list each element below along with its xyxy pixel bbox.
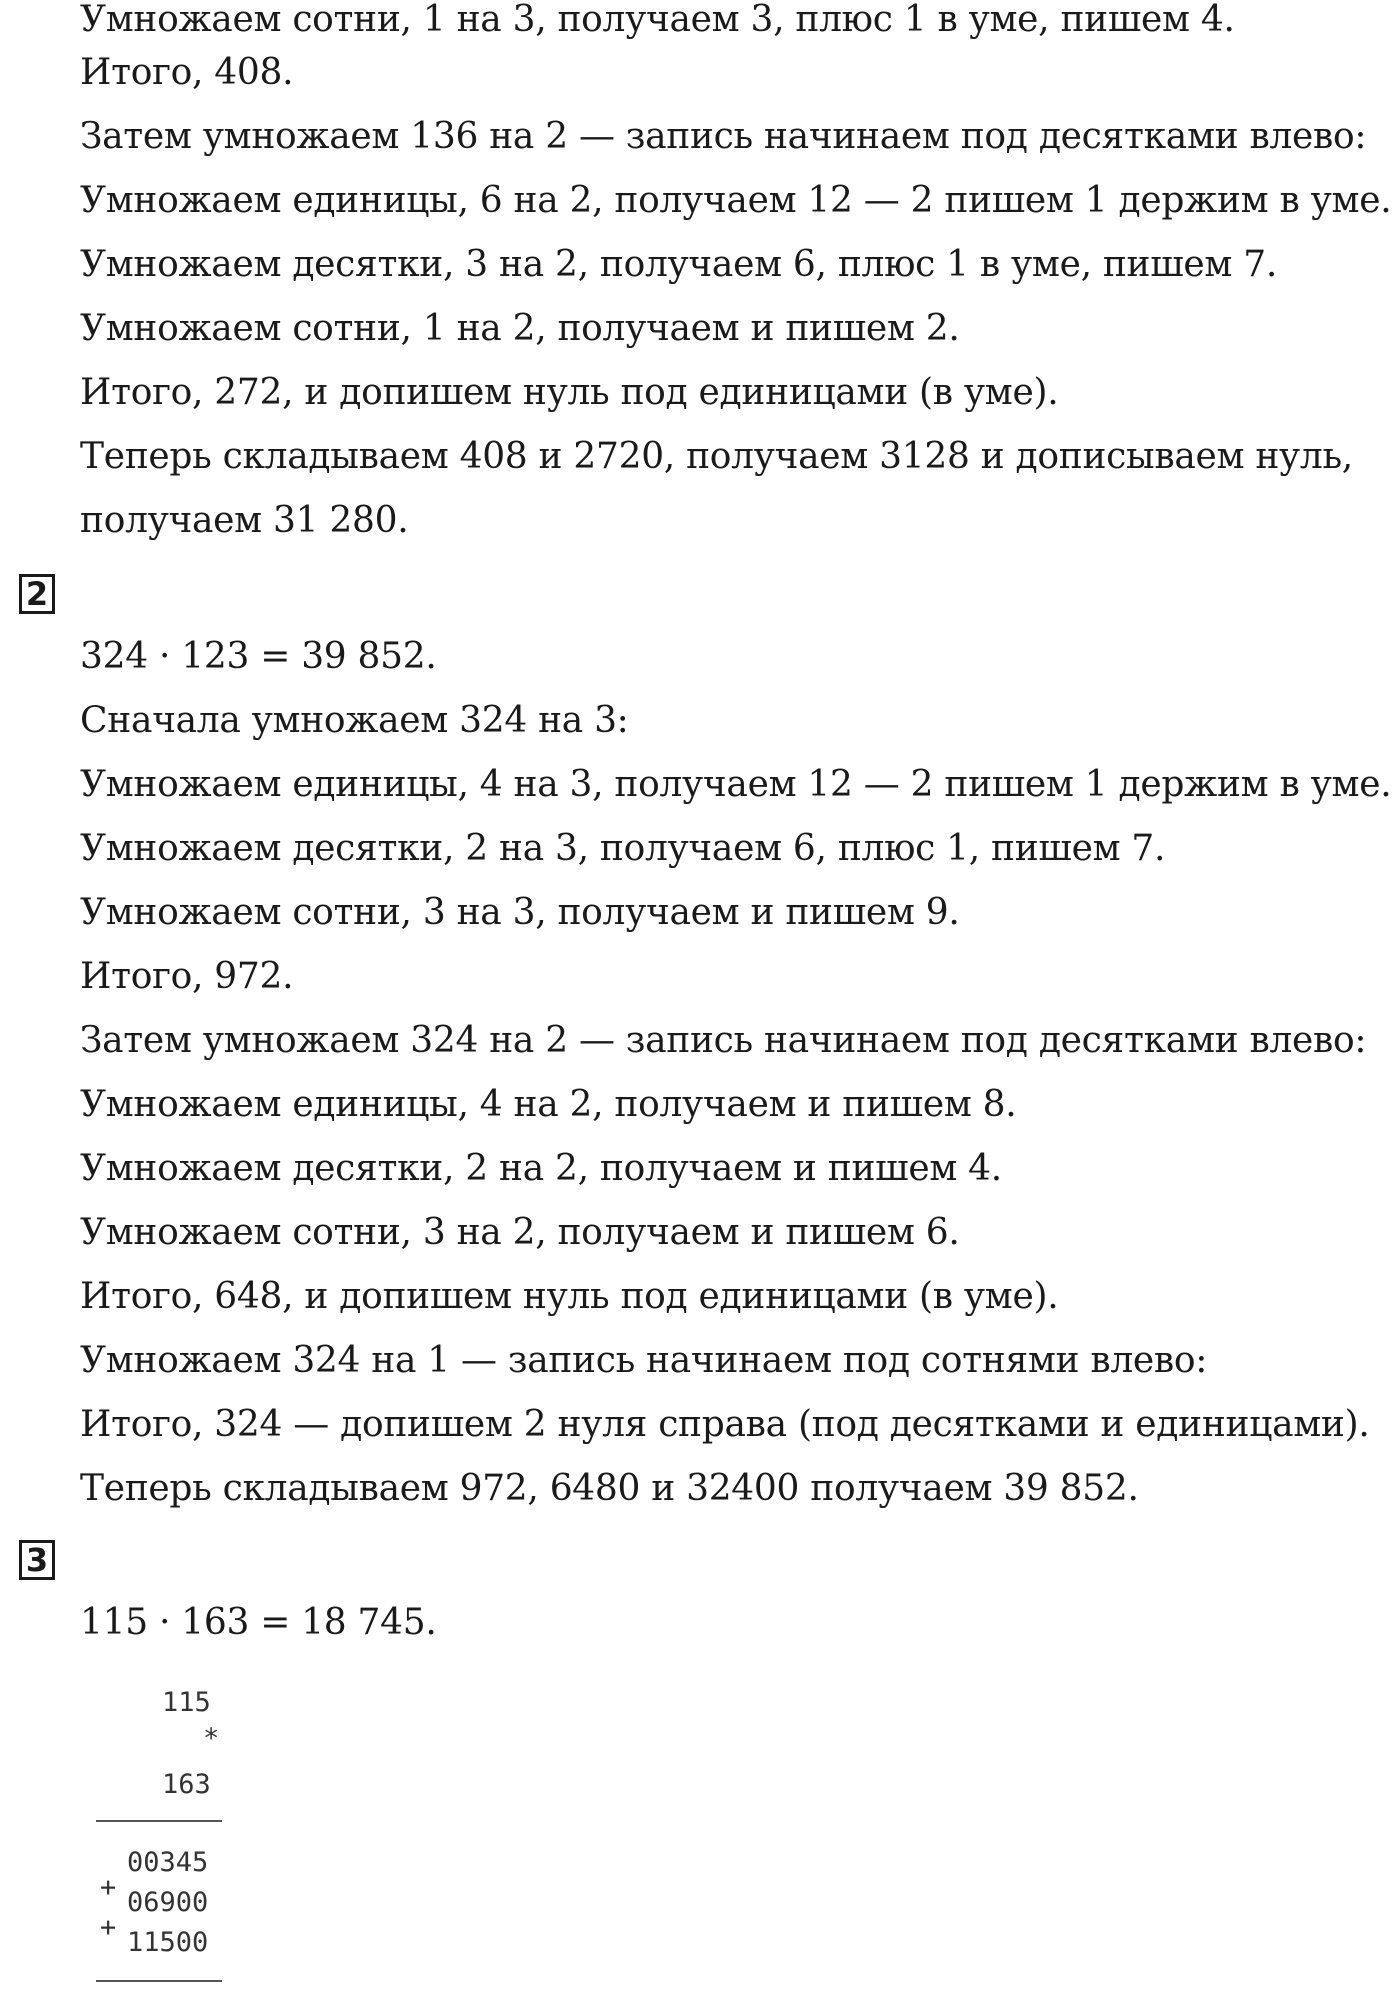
text-line: Сначала умножаем 324 на 3: xyxy=(80,700,629,741)
text-line: Умножаем единицы, 4 на 3, получаем 12 — 2 пишем 1 держим в уме. xyxy=(80,764,1392,805)
column-partial: 11500 xyxy=(127,1927,209,1958)
column-partial: 00345 xyxy=(127,1847,209,1878)
text-line: Затем умножаем 136 на 2 — запись начинаем под десятками влево: xyxy=(80,116,1367,157)
column-plus-sign: + xyxy=(100,1872,117,1903)
text-line: получаем 31 280. xyxy=(80,500,409,541)
text-line: Затем умножаем 324 на 2 — запись начинаем под десятками влево: xyxy=(80,1020,1367,1061)
text-line: Теперь складываем 972, 6480 и 32400 получаем 39 852. xyxy=(80,1468,1139,1509)
column-multiplier: 163 xyxy=(162,1769,211,1800)
task-number-badge: 3 xyxy=(19,1540,55,1580)
text-line: Умножаем сотни, 3 на 3, получаем и пишем 9. xyxy=(80,892,960,933)
column-divider xyxy=(96,1980,222,1982)
text-line: Умножаем сотни, 1 на 3, получаем 3, плюс 1 в уме, пишем 4. xyxy=(80,0,1235,40)
text-line: Итого, 408. xyxy=(80,52,294,93)
column-partial: 06900 xyxy=(127,1887,209,1918)
column-plus-sign: + xyxy=(100,1912,117,1943)
column-operator: * xyxy=(203,1723,220,1754)
text-line: Умножаем 324 на 1 — запись начинаем под сотнями влево: xyxy=(80,1340,1208,1381)
equation-line: 324 · 123 = 39 852. xyxy=(80,636,437,677)
text-line: Итого, 272, и допишем нуль под единицами (в уме). xyxy=(80,372,1059,413)
text-line: Умножаем десятки, 2 на 3, получаем 6, плюс 1, пишем 7. xyxy=(80,828,1166,869)
text-line: Умножаем сотни, 3 на 2, получаем и пишем 6. xyxy=(80,1212,960,1253)
text-line: Умножаем единицы, 4 на 2, получаем и пишем 8. xyxy=(80,1084,1017,1125)
text-line: Итого, 972. xyxy=(80,956,294,997)
text-line: Теперь складываем 408 и 2720, получаем 3128 и дописываем нуль, xyxy=(80,436,1353,477)
column-multiplicand: 115 xyxy=(162,1687,211,1718)
text-line: Умножаем десятки, 2 на 2, получаем и пишем 4. xyxy=(80,1148,1002,1189)
text-line: Умножаем десятки, 3 на 2, получаем 6, плюс 1 в уме, пишем 7. xyxy=(80,244,1278,285)
text-line: Умножаем сотни, 1 на 2, получаем и пишем 2. xyxy=(80,308,960,349)
text-line: Итого, 648, и допишем нуль под единицами (в уме). xyxy=(80,1276,1059,1317)
column-divider xyxy=(96,1820,222,1822)
text-line: Итого, 324 — допишем 2 нуля справа (под десятками и единицами). xyxy=(80,1404,1370,1445)
equation-line: 115 · 163 = 18 745. xyxy=(80,1602,437,1643)
task-number-badge: 2 xyxy=(19,574,55,614)
text-line: Умножаем единицы, 6 на 2, получаем 12 — 2 пишем 1 держим в уме. xyxy=(80,180,1392,221)
